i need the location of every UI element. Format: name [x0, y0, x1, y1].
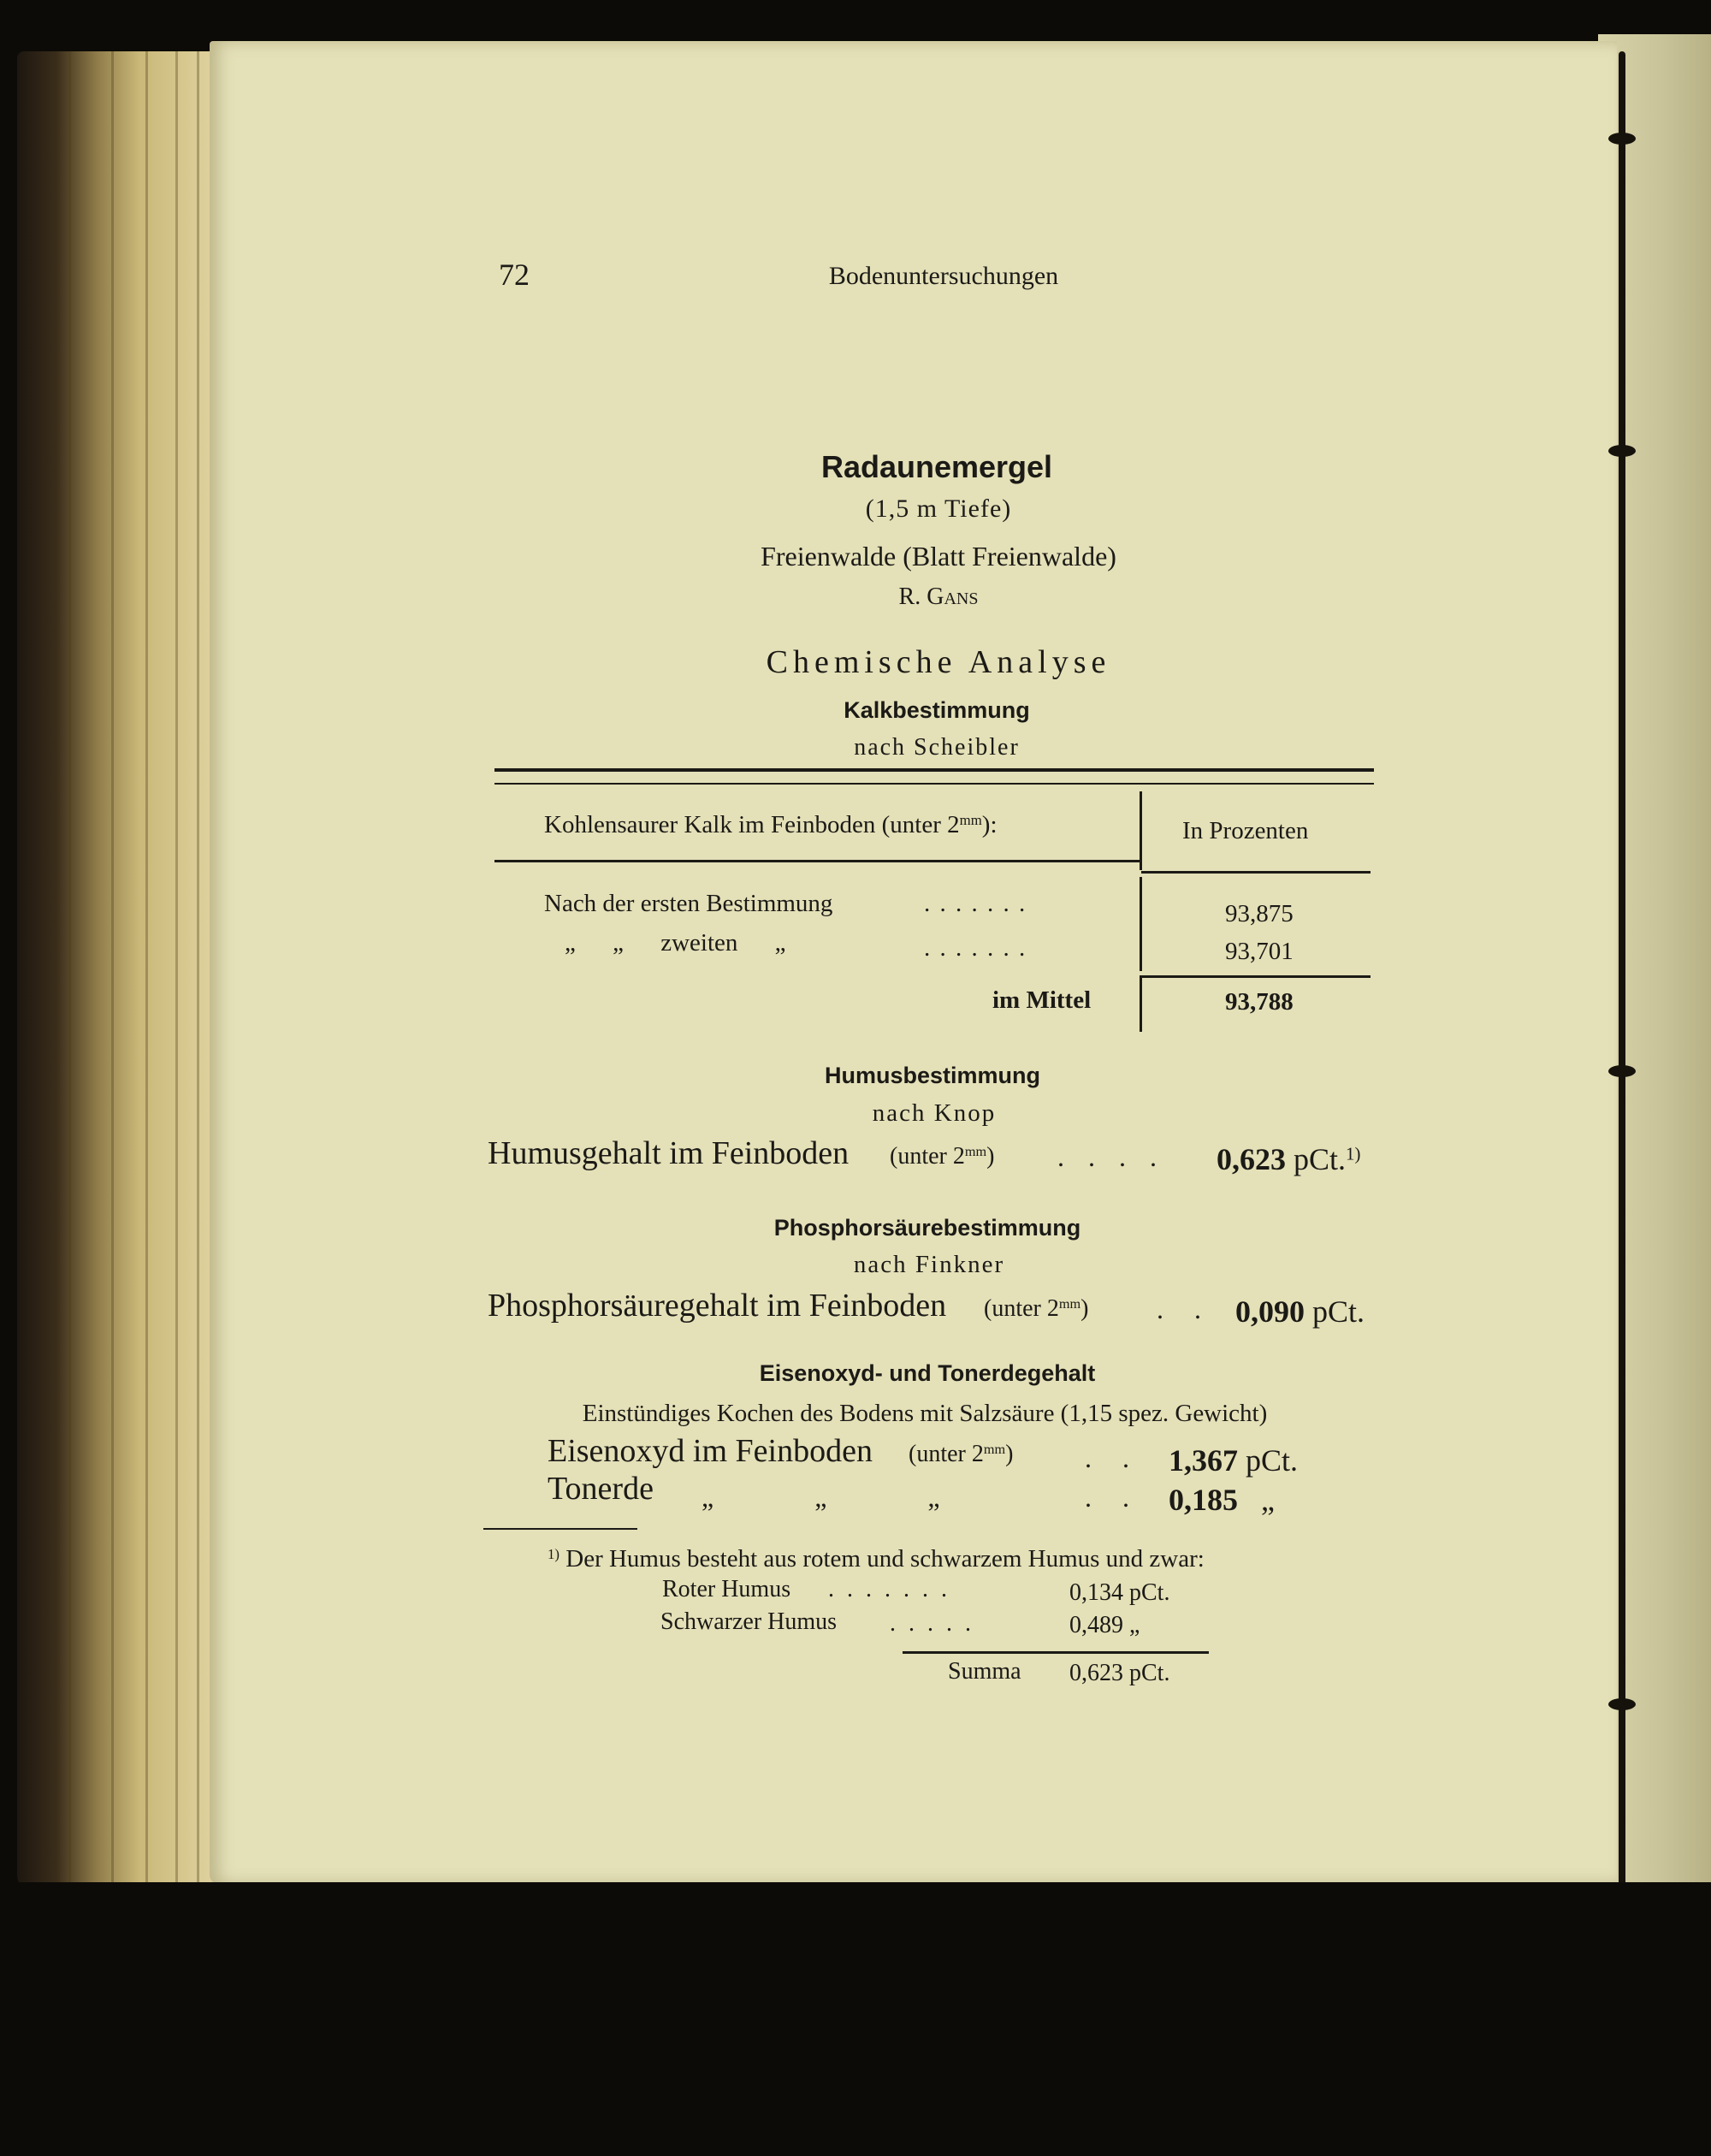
- footnote-row-leader: . . . . .: [890, 1610, 974, 1637]
- eisenoxyd-unit: (unter $2^{mm}$): [909, 1441, 1014, 1467]
- eisen-heading: Eisenoxyd- und Tonerdegehalt: [759, 1360, 1096, 1386]
- humus-value-line: 0,623 pCt.$^{1)}$: [1217, 1142, 1361, 1176]
- binding-stitch: [1608, 1065, 1636, 1077]
- binding-stitch: [1608, 445, 1636, 457]
- author-name: R. Gans: [898, 583, 979, 610]
- footnote-reference: 1): [1346, 1143, 1361, 1164]
- background-edge: [0, 1882, 1711, 2156]
- kalk-row-label: Nach der ersten Bestimmung: [544, 890, 833, 917]
- tonerde-label: Tonerde: [548, 1471, 654, 1507]
- footnote-row-label: Roter Humus: [662, 1576, 791, 1602]
- kalk-row-leader: . . . . . . .: [924, 934, 1027, 962]
- kalk-mean-value: 93,788: [1225, 988, 1294, 1016]
- kalk-column-header-left: Kohlensaurer Kalk im Feinboden (unter $2^{mm}$):: [544, 811, 998, 838]
- table-header-rule-right: [1141, 871, 1371, 874]
- running-title: Bodenuntersuchungen: [828, 262, 1059, 290]
- kalk-column-header-right: In Prozenten: [1182, 817, 1309, 844]
- humus-heading: Humusbestimmung: [824, 1063, 1041, 1088]
- kalk-row-label: „ „ zweiten „: [565, 929, 786, 957]
- tonerde-ditto: „ „ „: [702, 1482, 940, 1513]
- humus-unit: (unter $2^{mm}$): [890, 1143, 995, 1170]
- analysis-heading: Chemische Analyse: [766, 644, 1111, 680]
- footnote-marker: 1): [548, 1545, 560, 1562]
- phosphor-method: nach Finkner: [853, 1251, 1005, 1278]
- depth-note: (1,5 m Tiefe): [865, 495, 1012, 523]
- binding-thread: [1619, 51, 1625, 1891]
- footnote-row-value: 0,489 „: [1069, 1612, 1140, 1638]
- location-line: Freienwalde (Blatt Freienwalde): [761, 541, 1116, 572]
- page-stack-edge: [17, 51, 214, 1899]
- phosphor-heading: Phosphorsäurebestimmung: [773, 1215, 1081, 1241]
- phosphor-label: Phosphorsäuregehalt im Feinboden: [488, 1288, 947, 1324]
- footnote-sum-rule: [903, 1651, 1209, 1654]
- footnote-separator: [483, 1528, 637, 1530]
- phosphor-value-line: 0,090 pCt.: [1235, 1294, 1365, 1329]
- kalk-mean-label: im Mittel: [992, 986, 1092, 1014]
- table-header-rule-left: [494, 860, 1141, 862]
- footnote-text: $^{1)}$ Der Humus besteht aus rotem und schwarzem Humus und zwar:: [548, 1545, 1205, 1573]
- section-title: Radaunemergel: [820, 449, 1053, 484]
- table-column-divider: [1140, 877, 1142, 971]
- humus-method: nach Knop: [872, 1099, 997, 1127]
- table-sum-rule: [1141, 975, 1371, 978]
- kalk-heading: Kalkbestimmung: [844, 697, 1030, 723]
- eisenoxyd-value-line: 1,367 pCt.: [1169, 1443, 1299, 1478]
- tonerde-leader: . .: [1085, 1482, 1141, 1513]
- kalk-row-leader: . . . . . . .: [924, 890, 1027, 917]
- eisenoxyd-leader: . .: [1085, 1442, 1141, 1473]
- footnote-sum-value: 0,623 pCt.: [1069, 1660, 1170, 1686]
- binding-stitch: [1608, 133, 1636, 145]
- binding-stitch: [1608, 1698, 1636, 1710]
- phosphor-unit: (unter $2^{mm}$): [984, 1295, 1089, 1322]
- page-number: 72: [499, 258, 530, 292]
- kalk-method: nach Scheibler: [854, 734, 1020, 761]
- humus-leader: . . . .: [1057, 1141, 1165, 1172]
- book-page: [210, 41, 1617, 1885]
- footnote-row-label: Schwarzer Humus: [660, 1608, 838, 1635]
- table-column-divider: [1140, 975, 1142, 1032]
- footnote-row-leader: . . . . . . .: [828, 1576, 950, 1602]
- tonerde-value-line: 0,185 „: [1169, 1483, 1275, 1517]
- table-column-divider: [1140, 791, 1142, 870]
- table-rule-top: [494, 768, 1374, 772]
- eisen-method: Einstündiges Kochen des Bodens mit Salzsäure (1,15 spez. Gewicht): [582, 1400, 1268, 1427]
- footnote-sum-label: Summa: [948, 1658, 1021, 1685]
- kalk-row-value: 93,875: [1225, 900, 1294, 927]
- phosphor-leader: . .: [1157, 1294, 1213, 1324]
- eisenoxyd-label: Eisenoxyd im Feinboden: [548, 1433, 873, 1469]
- humus-label: Humusgehalt im Feinboden: [488, 1135, 850, 1171]
- kalk-row-value: 93,701: [1225, 938, 1294, 965]
- footnote-row-value: 0,134 pCt.: [1069, 1579, 1170, 1606]
- table-rule-top-thin: [494, 783, 1374, 785]
